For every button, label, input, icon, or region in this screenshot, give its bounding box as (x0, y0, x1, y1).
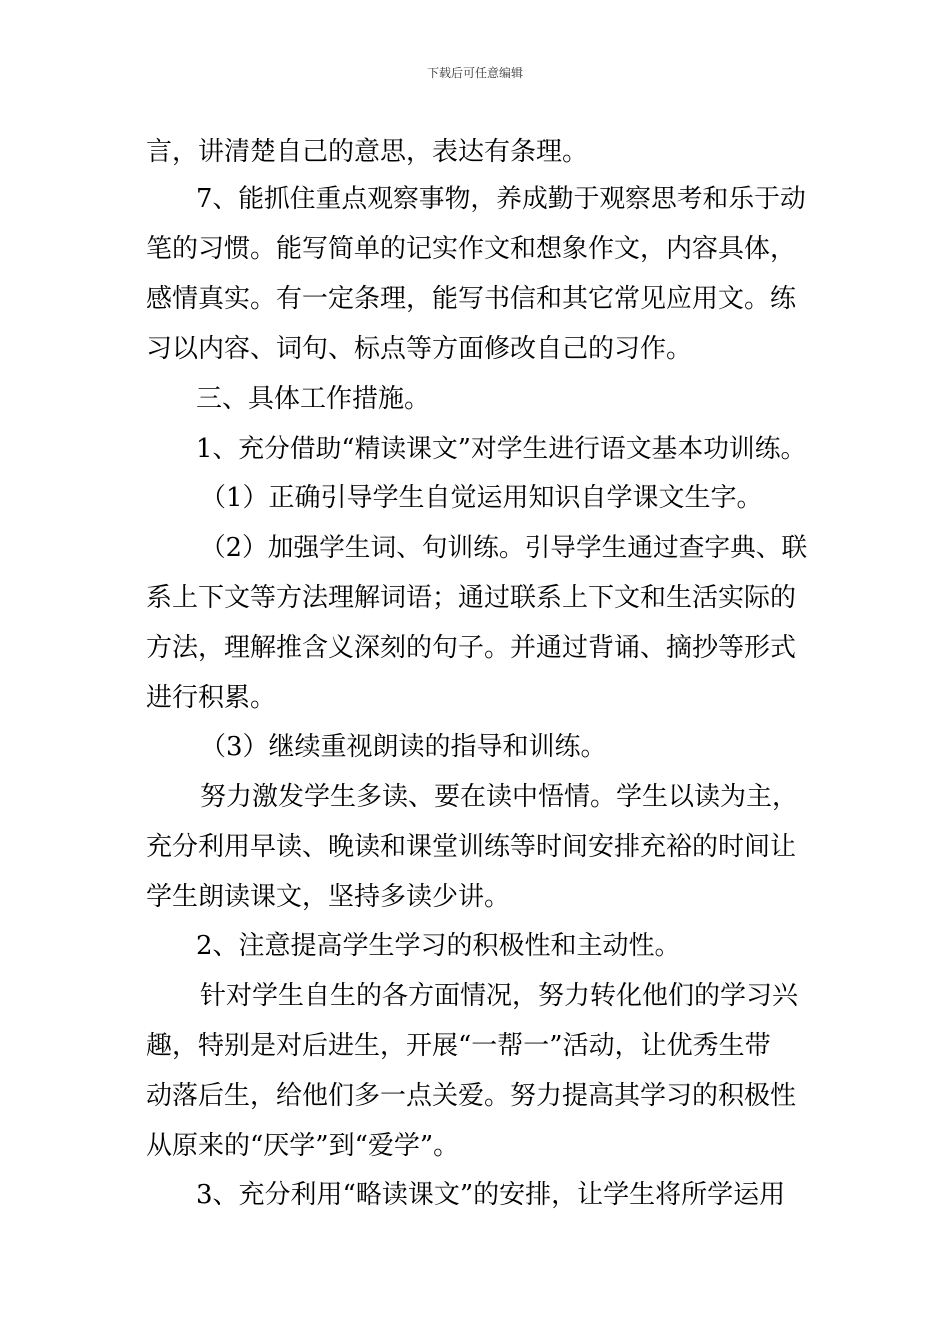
text-line: 笔的习惯。能写简单的记实作文和想象作文，内容具体， (146, 234, 797, 264)
text-line: 7、能抓住重点观察事物，养成勤于观察思考和乐于动 (196, 184, 806, 214)
text-line: 动落后生，给他们多一点关爱。努力提高其学习的积极性 (146, 1081, 797, 1111)
text-line: 进行积累。 (146, 683, 277, 713)
text-line: 系上下文等方法理解词语；通过联系上下文和生活实际的 (146, 583, 797, 613)
text-line: 言，讲清楚自己的意思，表达有条理。 (146, 137, 589, 167)
text-line: 趣，特别是对后进生，开展“一帮一”活动，让优秀生带 (146, 1031, 771, 1061)
text-line: 方法，理解推含义深刻的句子。并通过背诵、摘抄等形式 (146, 633, 797, 663)
text-line: 充分利用早读、晚读和课堂训练等时间安排充裕的时间让 (146, 832, 797, 862)
text-line: 感情真实。有一定条理，能写书信和其它常见应用文。练 (146, 284, 797, 314)
text-line: 努力激发学生多读、要在读中悟情。学生以读为主， (200, 782, 799, 812)
text-line: 学生朗读课文，坚持多读少讲。 (146, 882, 511, 912)
text-line: 1、充分借助“精读课文”对学生进行语文基本功训练。 (196, 434, 807, 464)
page-header: 下载后可任意编辑 (426, 66, 523, 80)
text-line: （1）正确引导学生自觉运用知识自学课文生字。 (200, 483, 763, 513)
text-line: 三、具体工作措施。 (196, 384, 431, 414)
text-line: 从原来的“厌学”到“爱学”。 (146, 1131, 460, 1161)
text-line: （2）加强学生词、句训练。引导学生通过查字典、联 (200, 533, 808, 563)
text-line: 2、注意提高学生学习的积极性和主动性。 (196, 931, 681, 961)
text-line: 针对学生自生的各方面情况，努力转化他们的学习兴 (200, 981, 799, 1011)
text-line: 习以内容、词句、标点等方面修改自己的习作。 (146, 334, 693, 364)
text-line: 3、充分利用“略读课文”的安排，让学生将所学运用 (196, 1180, 786, 1210)
text-line: （3）继续重视朗读的指导和训练。 (200, 732, 607, 762)
